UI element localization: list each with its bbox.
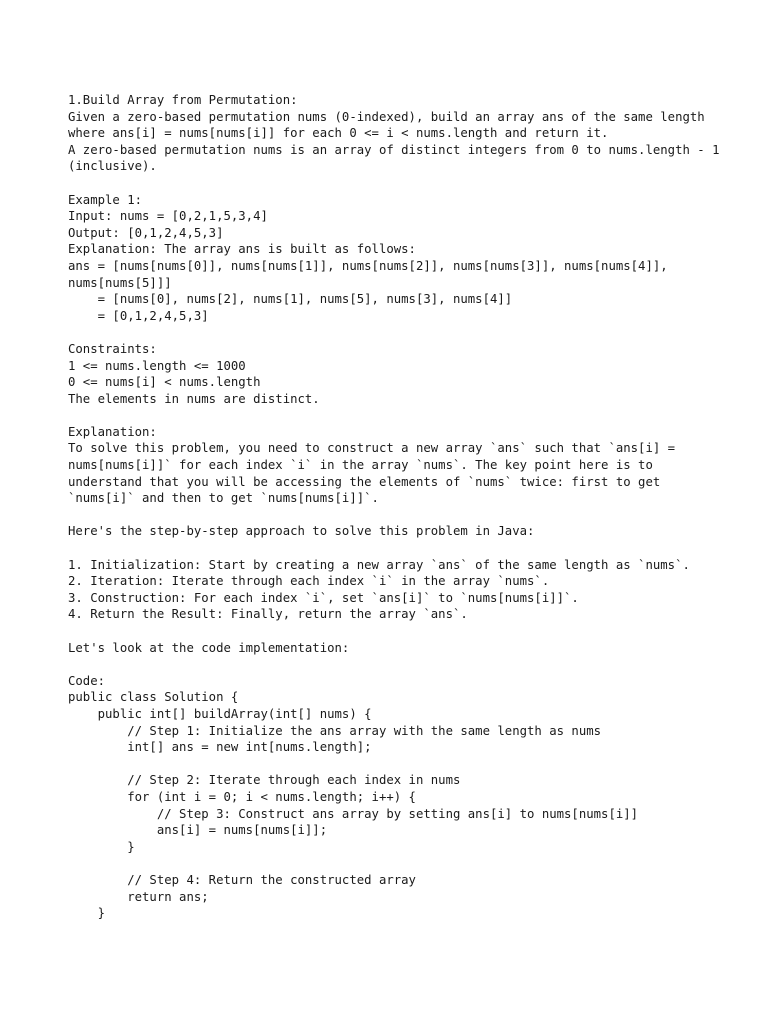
text-line: where ans[i] = nums[nums[i]] for each 0 <= i < nums.length and return it. (68, 126, 609, 141)
text-line: `nums[i]` and then to get `nums[nums[i]]`. (68, 491, 379, 506)
blank-line (68, 324, 758, 341)
blank-line (68, 175, 758, 192)
example-heading: Example 1: (68, 192, 143, 207)
text-line: Given a zero-based permutation nums (0-indexed), build an array ans of the same length (68, 109, 705, 124)
text-line: nums[nums[5]]] (68, 275, 172, 290)
code-line: // Step 3: Construct ans array by setting ans[i] to nums[nums[i]] (68, 806, 639, 821)
code-heading: Code: (68, 673, 106, 688)
constraint-item: The elements in nums are distinct. (68, 391, 320, 406)
text-line: = [0,1,2,4,5,3] (68, 308, 209, 323)
code-line: // Step 1: Initialize the ans array with the same length as nums (68, 723, 602, 738)
example-explanation: Explanation: The array ans is built as follows: (68, 242, 416, 257)
blank-line (68, 623, 758, 640)
text-line: understand that you will be accessing the elements of `nums` twice: first to get (68, 474, 661, 489)
blank-line (68, 656, 758, 673)
constraints-heading: Constraints: (68, 341, 157, 356)
code-line: ans[i] = nums[nums[i]]; (68, 823, 328, 838)
text-line: Here's the step-by-step approach to solve this problem in Java: (68, 524, 535, 539)
code-line: // Step 4: Return the constructed array (68, 872, 416, 887)
document-text (68, 92, 758, 922)
problem-title: 1.Build Array from Permutation: (68, 93, 298, 107)
text-line: Let's look at the code implementation: (68, 640, 350, 655)
step-item: 3. Construction: For each index `i`, set `ans[i]` to `nums[nums[i]]`. (68, 590, 579, 605)
code-line: int[] ans = new int[nums.length]; (68, 740, 372, 755)
code-line: return ans; (68, 889, 209, 904)
text-line: (inclusive). (68, 159, 157, 174)
blank-line (68, 855, 758, 872)
blank-line (68, 756, 758, 773)
code-line: } (68, 906, 106, 921)
example-output: Output: [0,1,2,4,5,3] (68, 225, 224, 240)
blank-line (68, 507, 758, 524)
explanation-heading: Explanation: (68, 424, 157, 439)
text-line: = [nums[0], nums[2], nums[1], nums[5], nums[3], nums[4]] (68, 292, 513, 307)
code-line: public class Solution { (68, 690, 239, 705)
text-line: A zero-based permutation nums is an array of distinct integers from 0 to nums.length - 1 (68, 142, 720, 157)
code-line: // Step 2: Iterate through each index in nums (68, 773, 461, 788)
code-line: public int[] buildArray(int[] nums) { (68, 706, 372, 721)
constraint-item: 0 <= nums[i] < nums.length (68, 375, 261, 390)
step-item: 4. Return the Result: Finally, return the array `ans`. (68, 607, 468, 622)
text-line: nums[nums[i]]` for each index `i` in the array `nums`. The key point here is to (68, 458, 653, 473)
blank-line (68, 407, 758, 424)
text-line: ans = [nums[nums[0]], nums[nums[1]], nums[nums[2]], nums[nums[3]], nums[nums[4]], (68, 258, 668, 273)
step-item: 1. Initialization: Start by creating a new array `ans` of the same length as `nums`. (68, 557, 690, 572)
constraint-item: 1 <= nums.length <= 1000 (68, 358, 246, 373)
blank-line (68, 540, 758, 557)
step-item: 2. Iteration: Iterate through each index `i` in the array `nums`. (68, 574, 550, 589)
code-line: for (int i = 0; i < nums.length; i++) { (68, 789, 416, 804)
text-line: To solve this problem, you need to construct a new array `ans` such that `ans[i] = (68, 441, 676, 456)
code-line: } (68, 839, 135, 854)
example-input: Input: nums = [0,2,1,5,3,4] (68, 209, 268, 224)
